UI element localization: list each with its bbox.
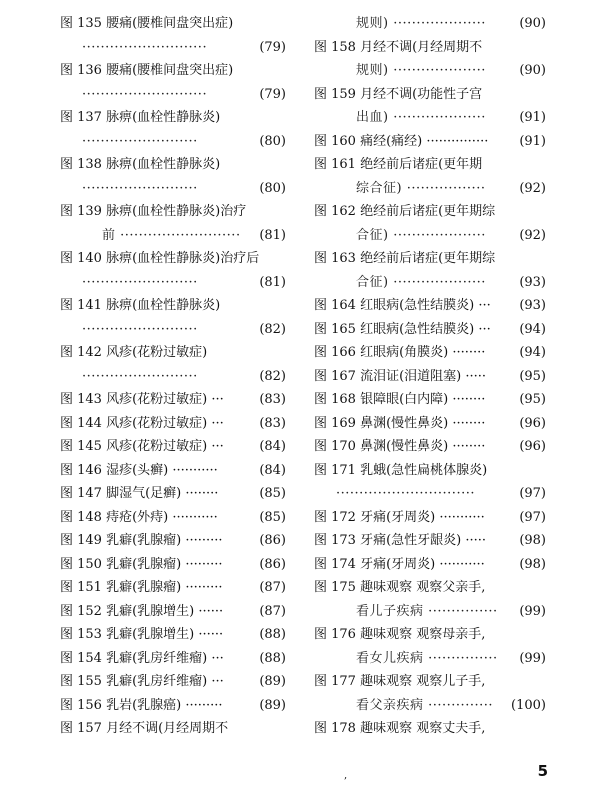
toc-leader: ························· — [82, 180, 198, 196]
toc-entry-title: 图 169 鼻渊(慢性鼻炎) ········ — [314, 415, 486, 431]
toc-leader-line — [60, 36, 286, 60]
toc-entry-line — [314, 318, 546, 342]
toc-entry-line — [60, 459, 286, 483]
toc-leader-line — [314, 224, 546, 248]
toc-entry — [60, 553, 286, 577]
toc-page-number: (88) — [256, 623, 286, 647]
toc-leader-line — [60, 318, 286, 342]
toc-entry-title: 图 162 绝经前后诸症(更年期综 — [314, 204, 496, 219]
toc-leader: ························· — [82, 368, 198, 384]
toc-entry-title: 图 172 牙痛(牙周炎) ··········· — [314, 509, 485, 525]
toc-page-number: (85) — [256, 506, 286, 530]
toc-leader: 规则) ···················· — [356, 16, 486, 31]
toc-entry-title: 图 136 腰痛(腰椎间盘突出症) — [60, 63, 234, 78]
toc-entry-title: 图 152 乳癖(乳腺增生) ······ — [60, 603, 224, 619]
toc-page-number: (87) — [256, 576, 286, 600]
toc-leader-line — [314, 271, 546, 295]
toc-leader-line — [314, 12, 546, 36]
toc-page-number: (80) — [256, 177, 286, 201]
toc-entry — [60, 694, 286, 718]
toc-page-number: (83) — [256, 412, 286, 436]
toc-leader-line — [60, 365, 286, 389]
toc-leader: 合征) ···················· — [356, 227, 486, 243]
toc-page-number: (96) — [516, 412, 546, 436]
toc-page-number: (86) — [256, 553, 286, 577]
toc-entry — [314, 83, 546, 130]
toc-leader-line — [314, 59, 546, 83]
toc-entry — [60, 247, 286, 294]
toc-entry — [314, 36, 546, 83]
toc-entry-title: 图 159 月经不调(功能性子宫 — [314, 86, 483, 102]
toc-leader: 看儿子疾病 ··············· — [356, 603, 498, 619]
toc-page-number: (82) — [256, 318, 286, 342]
toc-entry-line — [60, 670, 286, 694]
toc-entry-line — [60, 623, 286, 647]
toc-page-number: (96) — [516, 435, 546, 459]
toc-entry-title: 图 165 红眼病(急性结膜炎) ··· — [314, 321, 491, 337]
toc-entry — [314, 365, 546, 389]
toc-entry-line — [60, 482, 286, 506]
toc-leader: 前 ·························· — [102, 227, 241, 243]
toc-entry-line — [60, 576, 286, 600]
toc-entry — [60, 59, 286, 106]
toc-page-number: (81) — [256, 271, 286, 295]
toc-page-number: (99) — [516, 600, 546, 624]
toc-entry-title: 图 171 乳蛾(急性扁桃体腺炎) — [314, 462, 488, 478]
toc-entry-title: 图 138 脉痹(血栓性静脉炎) — [60, 157, 221, 172]
toc-page-number: (99) — [516, 647, 546, 671]
toc-entry-line — [60, 694, 286, 718]
toc-entry — [314, 576, 546, 623]
toc-column-left — [60, 12, 286, 741]
toc-page-number: (79) — [256, 36, 286, 60]
toc-entry — [60, 200, 286, 247]
toc-entry-title: 图 146 湿疹(头癣) ··········· — [60, 462, 218, 478]
toc-page-number: (92) — [516, 177, 546, 201]
toc-page-number: (91) — [516, 106, 546, 130]
toc-entry — [60, 647, 286, 671]
toc-entry-line — [314, 294, 546, 318]
toc-entry — [314, 670, 546, 717]
toc-page-number: (89) — [256, 694, 286, 718]
toc-column-right — [314, 12, 546, 741]
toc-entry-title: 图 139 脉痹(血栓性静脉炎)治疗 — [60, 204, 247, 219]
toc-entry — [314, 459, 546, 506]
toc-entry-title: 图 178 趣味观察 观察丈夫手, — [314, 721, 486, 736]
toc-entry-title: 图 164 红眼病(急性结膜炎) ··· — [314, 298, 491, 313]
toc-leader: ························· — [82, 321, 198, 337]
toc-leader: ··························· — [82, 39, 208, 55]
toc-leader-line — [314, 647, 546, 671]
toc-entry — [314, 412, 546, 436]
toc-entry — [314, 247, 546, 294]
toc-page-number: (92) — [516, 224, 546, 248]
toc-entry — [314, 294, 546, 318]
toc-entry — [314, 341, 546, 365]
toc-leader: 看父亲疾病 ·············· — [356, 697, 493, 713]
toc-page-number: (94) — [516, 318, 546, 342]
toc-entry-title: 图 149 乳癖(乳腺瘤) ········· — [60, 533, 223, 548]
toc-entry-title: 图 176 趣味观察 观察母亲手, — [314, 627, 486, 642]
toc-page-number: (100) — [508, 694, 546, 718]
toc-entry-line — [314, 553, 546, 577]
toc-entry-title: 图 160 痛经(痛经) ··············· — [314, 133, 489, 149]
toc-entry-line — [314, 130, 546, 154]
toc-entry-title: 图 153 乳癖(乳腺增生) ······ — [60, 627, 224, 642]
toc-leader: 出血) ···················· — [356, 110, 486, 125]
toc-entry — [60, 482, 286, 506]
toc-leader-line — [60, 271, 286, 295]
toc-entry-line — [314, 341, 546, 365]
toc-entry-line — [314, 412, 546, 436]
toc-entry-title: 图 154 乳癖(乳房纤维瘤) ··· — [60, 650, 224, 666]
toc-entry-title: 图 145 风疹(花粉过敏症) ··· — [60, 439, 224, 454]
toc-entry — [314, 388, 546, 412]
toc-leader-line — [60, 83, 286, 107]
toc-entry-title: 图 174 牙痛(牙周炎) ··········· — [314, 556, 485, 572]
toc-entry — [314, 435, 546, 459]
toc-leader-line — [314, 106, 546, 130]
toc-entry-title: 图 144 风疹(花粉过敏症) ··· — [60, 415, 224, 431]
toc-page-number: (97) — [516, 482, 546, 506]
toc-entry-title: 图 142 风疹(花粉过敏症) — [60, 345, 208, 360]
toc-entry — [60, 294, 286, 341]
toc-entry-title: 图 156 乳岩(乳腺癌) ········· — [60, 697, 223, 713]
toc-page-number: (95) — [516, 388, 546, 412]
toc-page-number: (93) — [516, 294, 546, 318]
toc-entry-title: 图 161 绝经前后诸症(更年期 — [314, 157, 483, 172]
toc-leader: ························· — [82, 274, 198, 290]
toc-page-number: (80) — [256, 130, 286, 154]
toc-leader: 综合征) ················· — [356, 180, 486, 196]
toc-entry-line — [60, 647, 286, 671]
toc-entry — [314, 553, 546, 577]
toc-entry — [60, 412, 286, 436]
toc-leader-line — [60, 177, 286, 201]
toc-leader-line — [60, 224, 286, 248]
toc-page-number: (98) — [516, 553, 546, 577]
toc-entry-title: 图 137 脉痹(血栓性静脉炎) — [60, 110, 221, 125]
footer-mark: , — [344, 770, 348, 781]
toc-page-number: (87) — [256, 600, 286, 624]
toc-page-number: (86) — [256, 529, 286, 553]
toc-leader-line — [314, 177, 546, 201]
toc-entry-line — [314, 365, 546, 389]
toc-page-number: (98) — [516, 529, 546, 553]
toc-entry-line — [60, 506, 286, 530]
toc-entry — [60, 506, 286, 530]
toc-entry — [314, 717, 546, 741]
toc-entry — [60, 435, 286, 459]
toc-entry — [314, 529, 546, 553]
toc-entry — [60, 576, 286, 600]
toc-entry-title: 图 177 趣味观察 观察儿子手, — [314, 674, 486, 689]
toc-entry — [60, 459, 286, 483]
toc-entry-title: 图 150 乳癖(乳腺瘤) ········· — [60, 556, 223, 572]
toc-entry-title: 图 147 脚湿气(足癣) ········ — [60, 486, 219, 501]
toc-page-number: (97) — [516, 506, 546, 530]
toc-page-number: (79) — [256, 83, 286, 107]
toc-entry-line — [60, 388, 286, 412]
toc-entry-line — [60, 529, 286, 553]
toc-entry-title: 图 170 鼻渊(慢性鼻炎) ········ — [314, 439, 486, 454]
toc-entry-line — [60, 435, 286, 459]
toc-entry — [60, 12, 286, 59]
toc-entry-title: 图 167 流泪证(泪道阻塞) ····· — [314, 368, 487, 384]
toc-entry-title: 图 135 腰痛(腰椎间盘突出症) — [60, 16, 234, 31]
toc-entry-title: 图 158 月经不调(月经周期不 — [314, 39, 483, 55]
toc-entry — [60, 600, 286, 624]
toc-entry-title: 图 155 乳癖(乳房纤维瘤) ··· — [60, 674, 224, 689]
toc-entry — [60, 529, 286, 553]
toc-leader: ························· — [82, 133, 198, 149]
toc-leader: ······························ — [336, 486, 475, 501]
toc-entry-title: 图 151 乳癖(乳腺瘤) ········· — [60, 580, 223, 595]
toc-leader-line — [314, 694, 546, 718]
toc-page-number: (95) — [516, 365, 546, 389]
toc-entry — [60, 106, 286, 153]
toc-leader-line — [314, 600, 546, 624]
toc-entry — [60, 153, 286, 200]
toc-leader: 合征) ···················· — [356, 274, 486, 290]
toc-entry-line — [314, 529, 546, 553]
toc-entry-title: 图 175 趣味观察 观察父亲手, — [314, 580, 486, 595]
toc-leader: 规则) ···················· — [356, 63, 486, 78]
toc-entry-line — [314, 435, 546, 459]
toc-entry-title: 图 148 痔疮(外痔) ··········· — [60, 509, 218, 525]
toc-leader: ··························· — [82, 86, 208, 102]
toc-page-number: (89) — [256, 670, 286, 694]
toc-leader-line — [314, 482, 546, 506]
toc-entry-line — [314, 506, 546, 530]
toc-entry-title: 图 166 红眼病(角膜炎) ········ — [314, 345, 486, 360]
toc-entry — [60, 717, 286, 741]
toc-page-number: (85) — [256, 482, 286, 506]
toc-entry-title: 图 143 风疹(花粉过敏症) ··· — [60, 392, 224, 407]
toc-entry — [60, 341, 286, 388]
toc-entry — [314, 12, 546, 36]
toc-entry — [314, 318, 546, 342]
toc-entry-title: 图 168 银障眼(白内障) ········ — [314, 392, 486, 407]
toc-entry-title: 图 140 脉痹(血栓性静脉炎)治疗后 — [60, 251, 260, 266]
toc-entry — [60, 388, 286, 412]
toc-entry — [60, 623, 286, 647]
toc-entry — [314, 130, 546, 154]
toc-entry-title: 图 163 绝经前后诸症(更年期综 — [314, 251, 496, 266]
toc-entry — [314, 623, 546, 670]
toc-page-number: (82) — [256, 365, 286, 389]
toc-page-number: (93) — [516, 271, 546, 295]
toc-entry — [314, 506, 546, 530]
toc-entry-line — [60, 553, 286, 577]
toc-entry-line — [60, 412, 286, 436]
toc-page-number: (88) — [256, 647, 286, 671]
toc-page-number: (90) — [516, 12, 546, 36]
toc-entry-title: 图 157 月经不调(月经周期不 — [60, 721, 229, 736]
toc-page-number: (90) — [516, 59, 546, 83]
toc-entry — [314, 200, 546, 247]
toc-page-number: (84) — [256, 435, 286, 459]
toc-entry-title: 图 173 牙痛(急性牙龈炎) ····· — [314, 533, 487, 548]
toc-entry — [60, 670, 286, 694]
toc-entry-line — [60, 600, 286, 624]
toc-page-number: (81) — [256, 224, 286, 248]
toc-leader-line — [60, 130, 286, 154]
toc-entry — [314, 153, 546, 200]
toc-entry-title: 图 141 脉痹(血栓性静脉炎) — [60, 298, 221, 313]
toc-page-number: (94) — [516, 341, 546, 365]
page-number: 5 — [537, 762, 548, 780]
toc-page-number: (91) — [516, 130, 546, 154]
toc-leader: 看女儿疾病 ··············· — [356, 650, 498, 666]
toc-page-number: (83) — [256, 388, 286, 412]
toc-page-number: (84) — [256, 459, 286, 483]
toc-entry-line — [314, 388, 546, 412]
